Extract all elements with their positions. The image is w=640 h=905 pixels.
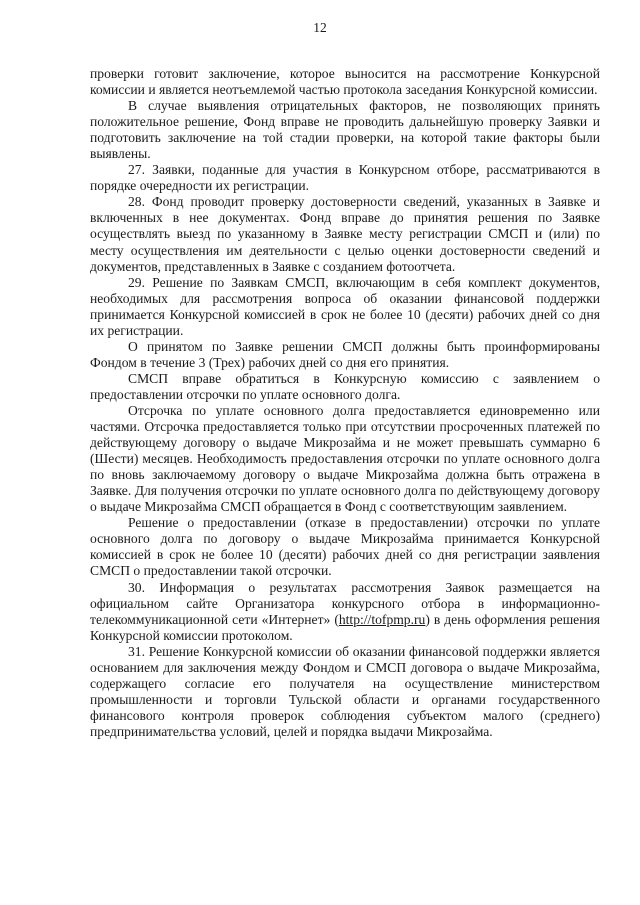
paragraph-continuation: проверки готовит заключение, которое выносится на рассмотрение Конкурсной комиссии и является неотъемлемой частью протокола заседания Конкурсной комиссии. xyxy=(90,66,600,98)
paragraph-31: 31. Решение Конкурсной комиссии об оказании финансовой поддержки является основанием для заключения между Фондом и СМСП договора о выдаче Микрозайма, содержащего согласие его получателя на осуществление министерством промышленности и торговли Тульской области и органами государственного финансового контроля проверок соблюдения субъектом малого (среднего) предпринимательства условий, целей и порядка выдачи Микрозайма. xyxy=(90,643,600,739)
paragraph-30 xyxy=(90,580,600,644)
page-number: 12 xyxy=(313,20,327,35)
website-link[interactable]: http://tofpmp.ru xyxy=(338,611,426,627)
paragraph-negative-factors: В случае выявления отрицательных факторов, не позволяющих принять положительное решение, Фонд вправе не проводить дальнейшую проверку Заявки и подготовить заключение на той стадии проверки, на которой такие факторы были выявлены. xyxy=(90,98,600,162)
paragraph-deferral-terms: Отсрочка по уплате основного долга предоставляется единовременно или частями. Отсрочка предоставляется только при отсутствии просроченных платежей по действующему договору о выдаче Микрозайма и не может превышать суммарно 6 (Шести) месяцев. Необходимость предоставления отсрочки по уплате основного долга по вновь заключаемому договору о выдаче Микрозайма должна быть отражена в Заявке. Для получения отсрочки по уплате основного долга по действующему договору о выдаче Микрозайма СМСП обращается в Фонд с соответствующим заявлением. xyxy=(90,402,600,515)
paragraph-decision-notice: О принятом по Заявке решении СМСП должны быть проинформированы Фондом в течение 3 (Трех) рабочих дней со дня его принятия. xyxy=(90,338,600,370)
paragraph-29: 29. Решение по Заявкам СМСП, включающим в себя комплект документов, необходимых для рассмотрения вопроса об оказании финансовой поддержки принимается Конкурсной комиссией в срок не более 10 (десяти) рабочих дней со дня их регистрации. xyxy=(90,274,600,338)
paragraph-deferral-request: СМСП вправе обратиться в Конкурсную комиссию с заявлением о предоставлении отсрочки по уплате основного долга. xyxy=(90,370,600,402)
paragraph-27: 27. Заявки, поданные для участия в Конкурсном отборе, рассматриваются в порядке очередности их регистрации. xyxy=(90,162,600,194)
paragraph-28: 28. Фонд проводит проверку достоверности сведений, указанных в Заявке и включенных в нее документах. Фонд вправе до принятия решения по Заявке осуществлять выезд по указанному в Заявке месту регистрации СМСП и (или) по месту осуществления им деятельности с целью оценки достоверности сведений и документов, представленных в Заявке с созданием фотоотчета. xyxy=(90,194,600,274)
paragraph-deferral-decision: Решение о предоставлении (отказе в предоставлении) отсрочки по уплате основного долга по договору о выдаче Микрозайма принимается Конкурсной комиссией в срок не более 10 (десяти) рабочих дней со дня регистрации заявления СМСП о предоставлении такой отсрочки. xyxy=(90,515,600,579)
paragraph-30-text-end: ) в день оформления решения Конкурсной комиссии протоколом. xyxy=(90,611,601,643)
document-body xyxy=(90,66,600,740)
paragraph-30-text-start: 30. Информация о результатах рассмотрения Заявок размещается на официальном сайте Организатора конкурсного отбора в информационно-телекоммуникационной сети «Интернет» ( xyxy=(90,579,600,627)
